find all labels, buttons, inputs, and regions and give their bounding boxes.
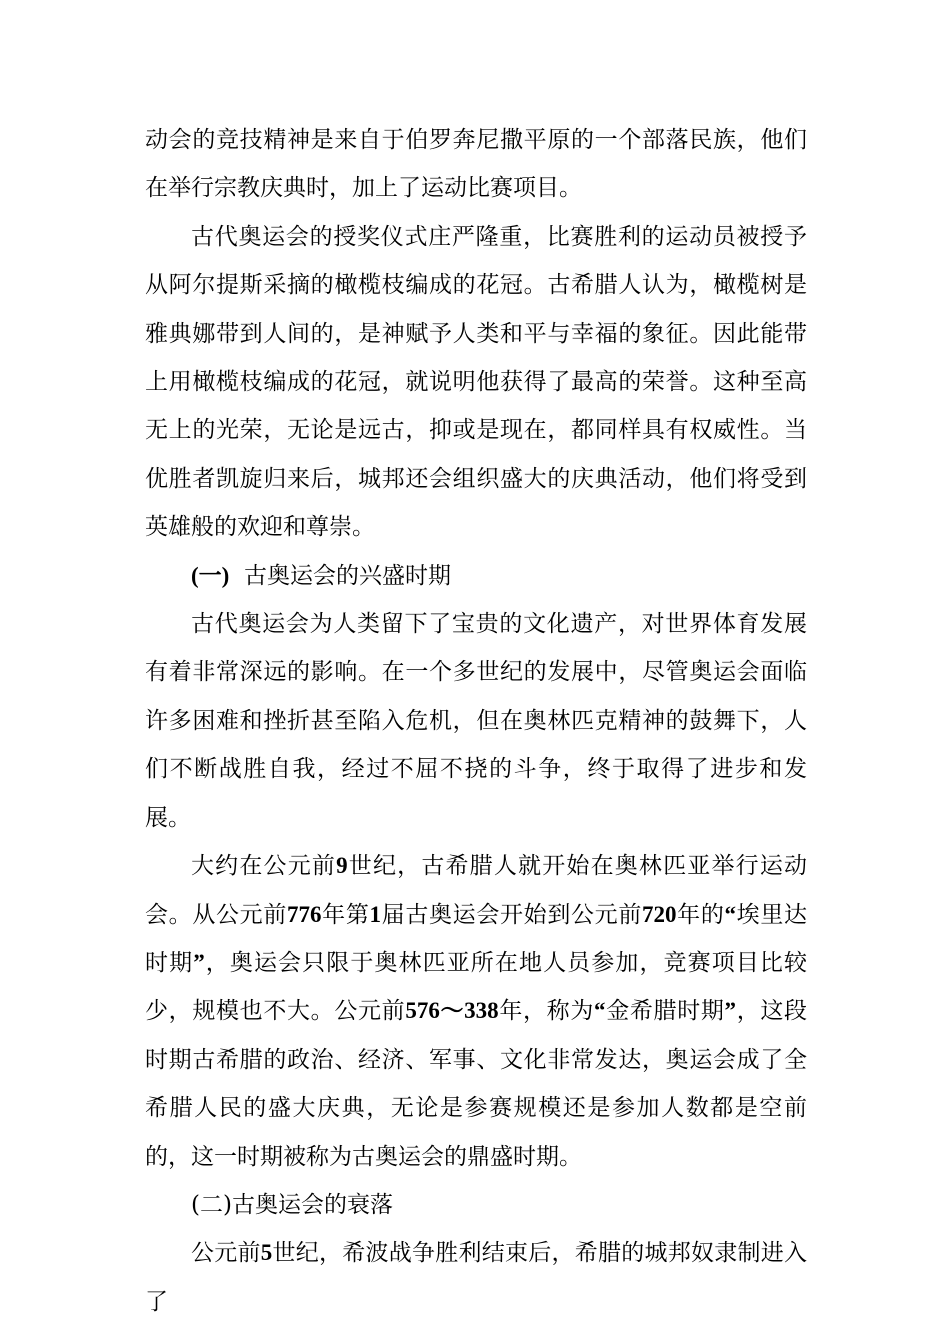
- paragraph-text: 世纪，古希腊人就开始在奥林匹亚举行运动会。从公元前: [145, 853, 808, 928]
- number-text: 720: [642, 901, 677, 927]
- quote-mark: ”: [193, 949, 205, 975]
- number-text: 1: [369, 901, 381, 927]
- quote-mark: “: [724, 901, 736, 927]
- paragraph-text: 金希腊时期: [605, 998, 725, 1025]
- number-text: 776: [287, 901, 322, 927]
- paragraph-text: 大约在公元前: [191, 853, 337, 880]
- paragraph-text: 埃里达时期: [145, 901, 808, 976]
- heading-text: 古奥运会的兴盛时期: [243, 562, 451, 589]
- paragraph-history-periods: [145, 842, 807, 1181]
- paragraph-cultural-heritage: [145, 600, 807, 842]
- paragraph-text: 年第: [321, 901, 370, 928]
- paragraph-award-ceremony: [145, 213, 807, 552]
- heading-marker: (一): [191, 562, 230, 588]
- paragraph-text: 年的: [676, 901, 725, 928]
- paragraph-text: 公元前: [191, 1240, 261, 1267]
- quote-mark: “: [594, 998, 606, 1024]
- document-body: [145, 116, 807, 1326]
- number-text: 9: [336, 853, 348, 879]
- paragraph-text: ，这段时期古希腊的政治、经济、军事、文化非常发达，奥运会成了全希腊人民的盛大庆典，无论是参赛规模还是参加人数都是空前的，这一时期被称为古奥运会的鼎盛时期。: [145, 998, 808, 1170]
- number-text: 576～338: [405, 998, 499, 1024]
- paragraph-text: 古代奥运会的授奖仪式庄严隆重，比赛胜利的运动员被授予从阿尔提斯采摘的橄榄枝编成的花冠。古希腊人认为，橄榄树是雅典娜带到人间的，是神赋予人类和平与幸福的象征。因此能带上用橄榄枝编成的花冠，就说明他获得了最高的荣誉。这种至高无上的光荣，无论是远古，抑或是现在，都同样具有权威性。当优胜者凯旋归来后，城邦还会组织盛大的庆典活动，他们将受到英雄般的欢迎和尊崇。: [145, 223, 807, 541]
- heading-text: 古奥运会的衰落: [231, 1191, 393, 1218]
- quote-mark: ”: [724, 998, 737, 1024]
- number-text: 5: [260, 1240, 273, 1266]
- paragraph-text: 届古奥运会开始到公元前: [381, 901, 642, 928]
- paragraph-text: 古代奥运会为人类留下了宝贵的文化遗产，对世界体育发展有着非常深远的影响。在一个多世纪的发展中，尽管奥运会面临许多困难和挫折甚至陷入危机，但在奥林匹克精神的鼓舞下，人们不断战胜自我，经过不屈不挠的斗争，终于取得了进步和发展。: [145, 611, 807, 831]
- paragraph-text: 年，称为: [498, 998, 595, 1025]
- section-heading-prosperity: [145, 552, 807, 600]
- paragraph-continuation: [145, 116, 807, 213]
- paragraph-greco-persian: [145, 1229, 807, 1326]
- paragraph-text: 世纪，希波战争胜利结束后，希腊的城邦奴隶制进入了: [145, 1240, 807, 1315]
- heading-marker: (二): [191, 1191, 232, 1218]
- section-heading-decline: [145, 1181, 807, 1229]
- paragraph-text: 动会的竞技精神是来自于伯罗奔尼撒平原的一个部落民族，他们在举行宗教庆典时，加上了运动比赛项目。: [145, 127, 807, 202]
- paragraph-text: ，奥运会只限于奥林匹亚所在地人员参加，竞赛项目比较少，规模也不大。公元前: [145, 949, 808, 1025]
